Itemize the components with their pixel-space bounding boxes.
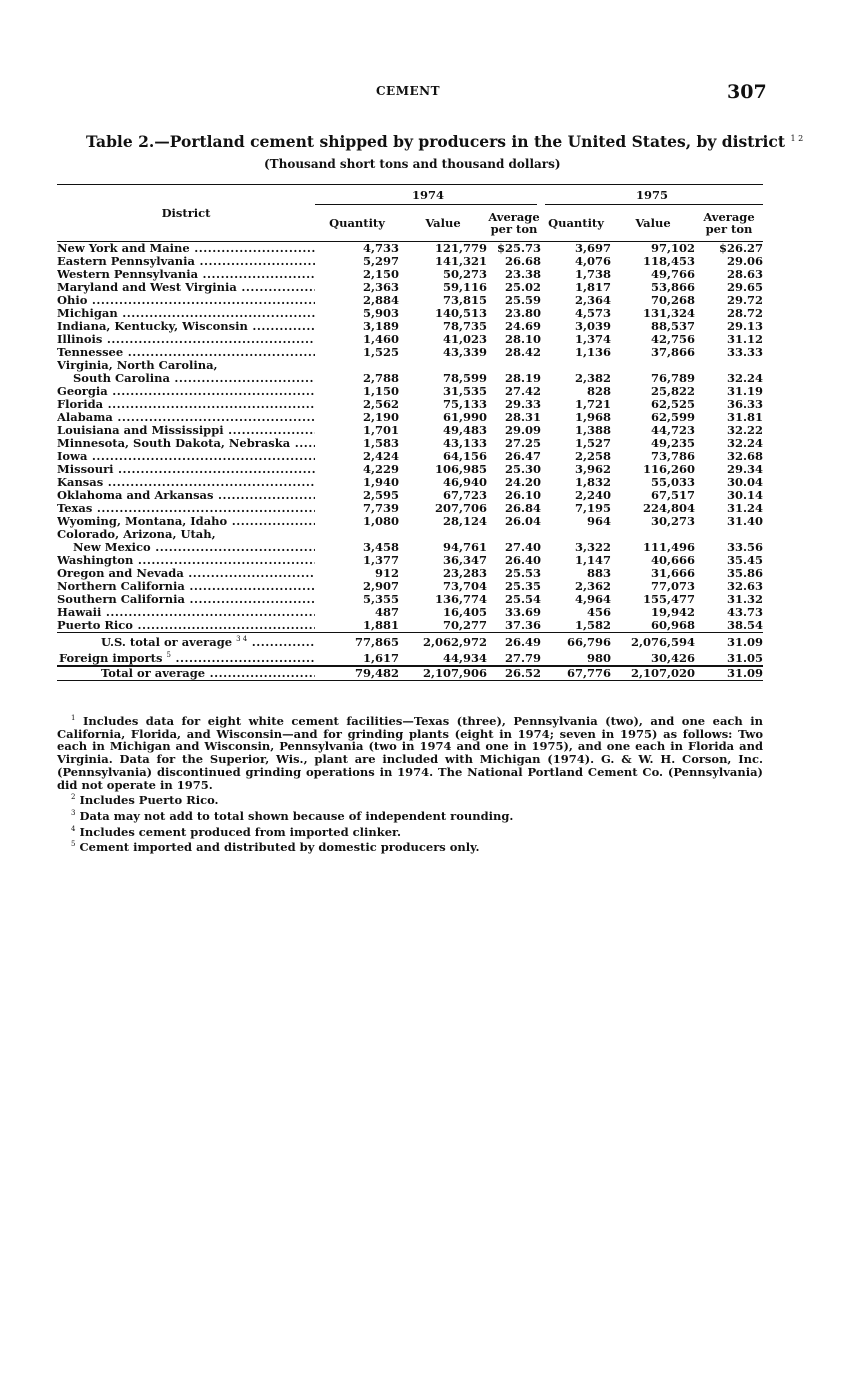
cell-value-1974: 78,735 bbox=[442, 319, 487, 333]
cell-average-1975: 35.86 bbox=[726, 566, 763, 580]
cell-value-1974: 31,535 bbox=[442, 384, 487, 398]
cell-value-1974: 49,483 bbox=[442, 423, 487, 437]
cell-average-1974: 24.69 bbox=[504, 319, 541, 333]
cell-value-1974: 121,779 bbox=[434, 241, 487, 255]
district-name: Kansas ..... bbox=[57, 476, 315, 489]
cell-quantity-1975: 1,968 bbox=[574, 410, 611, 424]
cell-quantity-1975: 1,147 bbox=[574, 553, 611, 567]
cell-value-1975: 19,942 bbox=[650, 605, 695, 619]
cell-value-1975: 118,453 bbox=[642, 254, 695, 268]
cell-value-1974: 75,133 bbox=[442, 397, 487, 411]
cell-average-1975: 31.19 bbox=[726, 384, 763, 398]
us-total-average-1975: 31.09 bbox=[695, 633, 763, 650]
cell-value-1974: 67,723 bbox=[442, 488, 487, 502]
cell-quantity-1974: 1,583 bbox=[362, 436, 399, 450]
cell-quantity-1975: 1,721 bbox=[574, 397, 611, 411]
cell-average-1974: 23.80 bbox=[504, 306, 541, 320]
district-name: Florida ..... bbox=[57, 398, 315, 411]
cell-quantity-1974: 3,189 bbox=[362, 319, 399, 333]
grand-total-value-1974: 2,107,906 bbox=[399, 666, 487, 681]
footnote-text: Cement imported and distributed by domestic producers only. bbox=[79, 840, 480, 855]
cell-quantity-1975: 2,240 bbox=[574, 488, 611, 502]
cell-value-1975: 60,968 bbox=[650, 618, 695, 632]
cell-average-1975: 38.54 bbox=[726, 618, 763, 632]
cell-average-1974: 37.36 bbox=[504, 618, 541, 632]
cell-average-1974: 27.42 bbox=[504, 384, 541, 398]
us-total-average-1974: 26.49 bbox=[487, 633, 541, 650]
grand-total-label: Total or average ..... bbox=[57, 666, 315, 681]
district-name: Ohio ..... bbox=[57, 294, 315, 307]
imports-quantity-1975: 980 bbox=[586, 651, 611, 665]
district-name: Colorado, Arizona, Utah, bbox=[57, 528, 216, 541]
grand-total-average-1974: 26.52 bbox=[487, 666, 541, 681]
cell-average-1975: 28.63 bbox=[726, 267, 763, 281]
cell-average-1975: 29.72 bbox=[726, 293, 763, 307]
running-head: CEMENT bbox=[376, 84, 441, 98]
footnote bbox=[57, 838, 763, 854]
cell-average-1975: 32.68 bbox=[726, 449, 763, 463]
footnote-text: Includes cement produced from imported clinker. bbox=[79, 824, 402, 839]
cell-quantity-1974: 3,458 bbox=[362, 540, 399, 554]
cell-average-1974: 29.33 bbox=[504, 397, 541, 411]
cell-average-1974: 25.35 bbox=[504, 579, 541, 593]
cell-average-1975: 32.22 bbox=[726, 423, 763, 437]
cell-value-1975: 37,866 bbox=[650, 345, 695, 359]
header-average-1975: Average per ton bbox=[695, 205, 763, 242]
cell-quantity-1975: 456 bbox=[586, 605, 611, 619]
imports-quantity-1974: 1,617 bbox=[362, 651, 399, 665]
cell-quantity-1975: 1,374 bbox=[574, 332, 611, 346]
cell-average-1974: 28.10 bbox=[504, 332, 541, 346]
cell-quantity-1975: 2,364 bbox=[574, 293, 611, 307]
imports-average-1975: 31.05 bbox=[726, 651, 763, 665]
cell-average-1974: 27.40 bbox=[504, 540, 541, 554]
cell-average-1974: 23.38 bbox=[504, 267, 541, 281]
us-total-label: U.S. total or average $^{3 4}$ ..... bbox=[57, 633, 315, 650]
district-name: Maryland and West Virginia ..... bbox=[57, 281, 315, 294]
cell-quantity-1974: 1,940 bbox=[362, 475, 399, 489]
district-name: Eastern Pennsylvania ..... bbox=[57, 255, 315, 268]
cell-average-1975: 32.24 bbox=[726, 436, 763, 450]
cell-value-1975: 49,766 bbox=[650, 267, 695, 281]
cell-value-1974: 59,116 bbox=[442, 280, 487, 294]
cell-quantity-1975: 4,573 bbox=[574, 306, 611, 320]
cell-value-1974: 70,277 bbox=[442, 618, 487, 632]
cell-quantity-1975: 883 bbox=[586, 566, 611, 580]
footnote-number: 4 bbox=[71, 824, 76, 833]
cell-value-1975: 30,273 bbox=[650, 514, 695, 528]
cell-average-1974: 28.19 bbox=[504, 371, 541, 385]
us-total-value-1975: 2,076,594 bbox=[611, 633, 695, 650]
table-title-text: Table 2.—Portland cement shipped by producers in the United States, by district bbox=[86, 132, 786, 151]
cell-value-1974: 141,321 bbox=[434, 254, 487, 268]
district-name: New York and Maine ..... bbox=[57, 242, 315, 256]
cell-average-1975: 29.13 bbox=[726, 319, 763, 333]
table-title bbox=[86, 132, 803, 151]
district-name: Virginia, North Carolina, bbox=[57, 359, 218, 372]
cell-value-1974: 43,133 bbox=[442, 436, 487, 450]
cell-average-1974: 26.68 bbox=[504, 254, 541, 268]
cell-value-1975: 53,866 bbox=[650, 280, 695, 294]
cell-average-1974: $25.73 bbox=[496, 241, 541, 255]
cell-quantity-1975: 1,582 bbox=[574, 618, 611, 632]
cell-average-1974: 25.30 bbox=[504, 462, 541, 476]
cell-average-1975: 29.65 bbox=[726, 280, 763, 294]
cell-quantity-1975: 4,076 bbox=[574, 254, 611, 268]
cell-quantity-1974: 2,595 bbox=[362, 488, 399, 502]
district-name: Tennessee ..... bbox=[57, 346, 315, 359]
cell-average-1975: 33.56 bbox=[726, 540, 763, 554]
grand-total-quantity-1974: 79,482 bbox=[315, 666, 399, 681]
district-name: Western Pennsylvania ..... bbox=[57, 268, 315, 281]
footnote bbox=[57, 712, 763, 791]
cell-quantity-1974: 7,739 bbox=[362, 501, 399, 515]
cell-value-1975: 31,666 bbox=[650, 566, 695, 580]
cell-quantity-1974: 5,355 bbox=[362, 592, 399, 606]
us-total-value-1974: 2,062,972 bbox=[399, 633, 487, 650]
cell-quantity-1974: 2,907 bbox=[362, 579, 399, 593]
district-name: Minnesota, South Dakota, Nebraska ..... bbox=[57, 437, 315, 450]
cell-average-1975: $26.27 bbox=[718, 241, 763, 255]
us-total-quantity-1974: 77,865 bbox=[315, 633, 399, 650]
cell-value-1974: 207,706 bbox=[434, 501, 487, 515]
cell-value-1975: 111,496 bbox=[642, 540, 695, 554]
cell-value-1975: 49,235 bbox=[650, 436, 695, 450]
district-name: Texas ..... bbox=[57, 502, 315, 515]
cell-average-1975: 31.32 bbox=[726, 592, 763, 606]
cell-value-1974: 41,023 bbox=[442, 332, 487, 346]
cell-value-1975: 55,033 bbox=[650, 475, 695, 489]
cell-quantity-1974: 1,460 bbox=[362, 332, 399, 346]
cell-value-1974: 94,761 bbox=[442, 540, 487, 554]
district-name: Iowa ..... bbox=[57, 450, 315, 463]
cell-quantity-1974: 1,150 bbox=[362, 384, 399, 398]
cell-average-1975: 31.81 bbox=[726, 410, 763, 424]
cell-quantity-1974: 5,297 bbox=[362, 254, 399, 268]
cell-average-1975: 28.72 bbox=[726, 306, 763, 320]
cell-value-1975: 131,324 bbox=[642, 306, 695, 320]
district-name: Hawaii ..... bbox=[57, 606, 315, 619]
cell-quantity-1974: 2,150 bbox=[362, 267, 399, 281]
cell-average-1974: 26.84 bbox=[504, 501, 541, 515]
cell-value-1975: 42,756 bbox=[650, 332, 695, 346]
cell-quantity-1974: 2,424 bbox=[362, 449, 399, 463]
cell-value-1974: 46,940 bbox=[442, 475, 487, 489]
cell-value-1974: 36,347 bbox=[442, 553, 487, 567]
district-name-continued: South Carolina ..... bbox=[57, 372, 315, 385]
cell-value-1974: 64,156 bbox=[442, 449, 487, 463]
header-average-1974: Average per ton bbox=[487, 205, 541, 242]
cell-value-1974: 78,599 bbox=[442, 371, 487, 385]
cell-average-1974: 25.54 bbox=[504, 592, 541, 606]
footnote-text: Includes data for eight white cement facilities—Texas (three), Pennsylvania (two), and one each in California, Florida, and Wisconsin—and for grinding plants (eight in 1974; seven in 1975) as follows: Two each in Michigan and Wisconsin, Pennsylvania (two in 1974 and one in 1975), and one each in Florida and Virginia. Data for the Superior, Wis., plant are included with Michigan (1974). G. & W. H. Corson, Inc. (Pennsylvania) discontinued grinding operations in 1974. The National Portland Cement Co. (Pennsylvania) did not operate in 1975. bbox=[57, 714, 763, 792]
cell-value-1975: 44,723 bbox=[650, 423, 695, 437]
footnote-number: 3 bbox=[71, 808, 76, 817]
cell-value-1975: 25,822 bbox=[650, 384, 695, 398]
cell-quantity-1974: 4,733 bbox=[362, 241, 399, 255]
cell-value-1974: 140,513 bbox=[434, 306, 487, 320]
cell-value-1974: 61,990 bbox=[442, 410, 487, 424]
cell-quantity-1975: 2,382 bbox=[574, 371, 611, 385]
district-name: Wyoming, Montana, Idaho ..... bbox=[57, 515, 315, 528]
cell-quantity-1975: 3,039 bbox=[574, 319, 611, 333]
district-row bbox=[57, 242, 763, 256]
footnote-number: 1 bbox=[71, 714, 76, 722]
cell-average-1975: 33.33 bbox=[726, 345, 763, 359]
cell-quantity-1974: 1,525 bbox=[362, 345, 399, 359]
footnotes bbox=[57, 712, 763, 854]
cell-value-1974: 73,704 bbox=[442, 579, 487, 593]
district-name: Oklahoma and Arkansas ..... bbox=[57, 489, 315, 502]
district-name: Northern California ..... bbox=[57, 580, 315, 593]
cell-value-1975: 88,537 bbox=[650, 319, 695, 333]
grand-total-quantity-1975: 67,776 bbox=[541, 666, 611, 681]
cell-value-1974: 43,339 bbox=[442, 345, 487, 359]
cell-quantity-1975: 1,817 bbox=[574, 280, 611, 294]
district-name: Southern California ..... bbox=[57, 593, 315, 606]
cell-quantity-1974: 2,884 bbox=[362, 293, 399, 307]
us-total-quantity-1975: 66,796 bbox=[541, 633, 611, 650]
footnote-text: Data may not add to total shown because of independent rounding. bbox=[79, 808, 514, 823]
grand-total-average-1975: 31.09 bbox=[695, 666, 763, 681]
footnote bbox=[57, 823, 763, 839]
grand-total-row bbox=[57, 666, 763, 681]
footnote-number: 5 bbox=[71, 840, 76, 849]
cell-average-1975: 30.04 bbox=[726, 475, 763, 489]
cell-value-1975: 116,260 bbox=[642, 462, 695, 476]
cell-quantity-1975: 1,832 bbox=[574, 475, 611, 489]
district-name: Alabama ..... bbox=[57, 411, 315, 424]
cell-average-1974: 26.04 bbox=[504, 514, 541, 528]
cell-value-1975: 40,666 bbox=[650, 553, 695, 567]
cell-average-1974: 28.31 bbox=[504, 410, 541, 424]
district-row bbox=[57, 619, 763, 633]
cell-average-1974: 26.40 bbox=[504, 553, 541, 567]
district-name: Indiana, Kentucky, Wisconsin ..... bbox=[57, 320, 315, 333]
cell-average-1975: 35.45 bbox=[726, 553, 763, 567]
imports-value-1974: 44,934 bbox=[442, 651, 487, 665]
cell-average-1974: 24.20 bbox=[504, 475, 541, 489]
page-number: 307 bbox=[727, 81, 767, 103]
cell-average-1974: 27.25 bbox=[504, 436, 541, 450]
cell-value-1974: 23,283 bbox=[442, 566, 487, 580]
cell-quantity-1974: 1,701 bbox=[362, 423, 399, 437]
cell-quantity-1974: 487 bbox=[374, 605, 399, 619]
cell-average-1975: 32.63 bbox=[726, 579, 763, 593]
cell-average-1974: 33.69 bbox=[504, 605, 541, 619]
cell-average-1975: 43.73 bbox=[726, 605, 763, 619]
cell-quantity-1975: 7,195 bbox=[574, 501, 611, 515]
cell-value-1974: 136,774 bbox=[434, 592, 487, 606]
table-subtitle: (Thousand short tons and thousand dollars) bbox=[264, 157, 561, 171]
cell-value-1975: 76,789 bbox=[650, 371, 695, 385]
cell-value-1974: 16,405 bbox=[442, 605, 487, 619]
cell-value-1975: 62,525 bbox=[650, 397, 695, 411]
district-name: Washington ..... bbox=[57, 554, 315, 567]
header-district: District bbox=[57, 185, 315, 242]
cell-value-1974: 73,815 bbox=[442, 293, 487, 307]
cell-average-1974: 28.42 bbox=[504, 345, 541, 359]
district-name: Illinois ..... bbox=[57, 333, 315, 346]
cell-quantity-1975: 4,964 bbox=[574, 592, 611, 606]
footnote bbox=[57, 791, 763, 807]
cell-average-1975: 36.33 bbox=[726, 397, 763, 411]
cell-quantity-1974: 2,363 bbox=[362, 280, 399, 294]
cell-quantity-1975: 964 bbox=[586, 514, 611, 528]
header-quantity-1974: Quantity bbox=[315, 205, 399, 242]
cell-average-1975: 31.40 bbox=[726, 514, 763, 528]
district-name: Louisiana and Mississippi ..... bbox=[57, 424, 315, 437]
cell-value-1975: 97,102 bbox=[650, 241, 695, 255]
imports-label: Foreign imports $^5$ ..... bbox=[57, 649, 315, 666]
cement-table bbox=[57, 184, 763, 681]
cell-quantity-1974: 1,377 bbox=[362, 553, 399, 567]
cell-average-1975: 29.06 bbox=[726, 254, 763, 268]
cell-quantity-1974: 4,229 bbox=[362, 462, 399, 476]
cell-quantity-1974: 1,881 bbox=[362, 618, 399, 632]
imports-average-1974: 27.79 bbox=[504, 651, 541, 665]
cell-average-1974: 25.59 bbox=[504, 293, 541, 307]
cell-quantity-1975: 3,697 bbox=[574, 241, 611, 255]
cell-quantity-1974: 2,190 bbox=[362, 410, 399, 424]
cell-quantity-1975: 2,258 bbox=[574, 449, 611, 463]
cell-average-1975: 30.14 bbox=[726, 488, 763, 502]
header-year-1974: 1974 bbox=[315, 185, 541, 206]
district-name-continued: New Mexico ..... bbox=[57, 541, 315, 554]
cell-quantity-1975: 1,527 bbox=[574, 436, 611, 450]
table-body bbox=[57, 242, 763, 681]
district-name: Michigan ..... bbox=[57, 307, 315, 320]
cell-value-1975: 70,268 bbox=[650, 293, 695, 307]
footnote-text: Includes Puerto Rico. bbox=[79, 793, 219, 808]
header-quantity-1975: Quantity bbox=[541, 205, 611, 242]
imports-row bbox=[57, 649, 763, 666]
imports-value-1975: 30,426 bbox=[650, 651, 695, 665]
cell-average-1975: 31.12 bbox=[726, 332, 763, 346]
cell-value-1974: 106,985 bbox=[434, 462, 487, 476]
cell-quantity-1974: 2,562 bbox=[362, 397, 399, 411]
cell-quantity-1975: 1,136 bbox=[574, 345, 611, 359]
district-name: Puerto Rico ..... bbox=[57, 619, 315, 633]
cell-average-1974: 25.02 bbox=[504, 280, 541, 294]
cell-quantity-1975: 3,962 bbox=[574, 462, 611, 476]
cell-average-1974: 26.47 bbox=[504, 449, 541, 463]
header-year-1975: 1975 bbox=[541, 185, 763, 206]
district-name: Missouri ..... bbox=[57, 463, 315, 476]
cell-value-1974: 28,124 bbox=[442, 514, 487, 528]
cell-quantity-1974: 2,788 bbox=[362, 371, 399, 385]
cell-quantity-1974: 912 bbox=[374, 566, 399, 580]
cell-value-1975: 77,073 bbox=[650, 579, 695, 593]
cell-average-1975: 31.24 bbox=[726, 501, 763, 515]
district-name: Georgia ..... bbox=[57, 385, 315, 398]
cell-average-1974: 26.10 bbox=[504, 488, 541, 502]
cell-quantity-1975: 828 bbox=[586, 384, 611, 398]
cell-value-1975: 224,804 bbox=[642, 501, 695, 515]
cell-average-1974: 25.53 bbox=[504, 566, 541, 580]
cell-value-1975: 73,786 bbox=[650, 449, 695, 463]
header-value-1974: Value bbox=[399, 205, 487, 242]
cell-value-1975: 62,599 bbox=[650, 410, 695, 424]
cell-quantity-1975: 1,388 bbox=[574, 423, 611, 437]
cell-average-1975: 29.34 bbox=[726, 462, 763, 476]
cell-average-1974: 29.09 bbox=[504, 423, 541, 437]
header-value-1975: Value bbox=[611, 205, 695, 242]
cell-value-1975: 67,517 bbox=[650, 488, 695, 502]
cell-value-1974: 50,273 bbox=[442, 267, 487, 281]
cell-quantity-1974: 5,903 bbox=[362, 306, 399, 320]
table-title-refs: 1 2 bbox=[790, 134, 804, 143]
district-name: Oregon and Nevada ..... bbox=[57, 567, 315, 580]
cell-value-1975: 155,477 bbox=[642, 592, 695, 606]
footnote-number: 2 bbox=[71, 793, 76, 802]
cell-quantity-1974: 1,080 bbox=[362, 514, 399, 528]
footnote bbox=[57, 807, 763, 823]
district-row bbox=[57, 346, 763, 359]
district-row bbox=[57, 515, 763, 528]
cell-average-1975: 32.24 bbox=[726, 371, 763, 385]
cell-quantity-1975: 3,322 bbox=[574, 540, 611, 554]
cell-quantity-1975: 1,738 bbox=[574, 267, 611, 281]
cell-quantity-1975: 2,362 bbox=[574, 579, 611, 593]
us-total-row bbox=[57, 633, 763, 650]
grand-total-value-1975: 2,107,020 bbox=[611, 666, 695, 681]
